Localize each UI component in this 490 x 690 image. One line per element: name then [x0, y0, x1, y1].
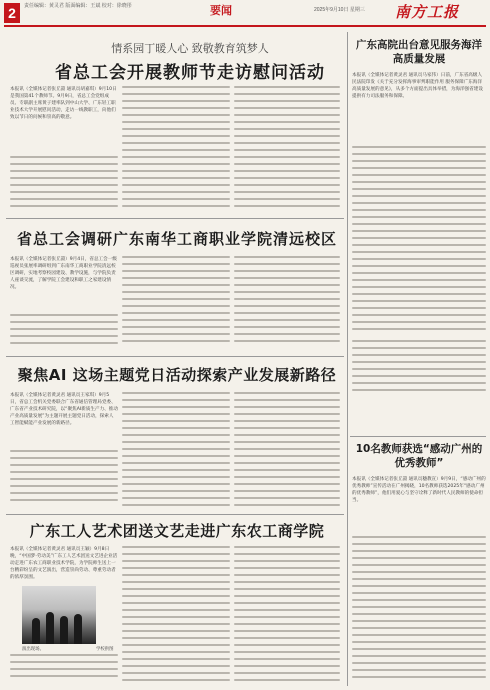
- culture-body-text: [122, 546, 230, 684]
- ai-body-text: [122, 392, 230, 512]
- masthead-rule: [4, 25, 486, 27]
- photo-credit: 学校供图: [96, 646, 114, 651]
- teacher-kicker: 情系园丁暖人心 致敬教育筑梦人: [111, 42, 269, 55]
- performer-figure: [32, 618, 40, 644]
- sidebar2-body-text: [352, 536, 486, 684]
- culture-lead: 本报讯（全媒体记者黄灵君 通讯员王颖）9月8日晚，“中国梦·劳动美”广东工人艺术团送文艺进企业活动走进广东农工商职业技术学院，为学院师生送上一台精彩纷呈的文艺演出，营造崇尚劳动、尊重劳动者的浓厚氛围。: [10, 547, 118, 580]
- newspaper-logo: 南方工报: [395, 3, 460, 21]
- performance-photo: [22, 586, 96, 644]
- divider: [6, 356, 344, 357]
- ai-headline: 聚焦AI 这场主题党日活动探索产业发展新路径: [17, 366, 337, 384]
- column-divider: [347, 32, 348, 686]
- teacher-lead: 本报讯（全媒体记者张丘譞 通讯员胡嘉琪）9月10日是我国第41个教师节。9月9日，省总工会党组成员、专职副主席黄子建率队到中山大学、广东轻工职业技术大学开展慰问活动，走访一线教职工，向他们致以节日的问候和崇高的敬意。: [10, 87, 117, 120]
- polytechnic-headline: 省总工会调研广东南华工商职业学院清远校区: [16, 230, 337, 248]
- polytechnic-lead: 本报讯（全媒体记者张丘譞）9月4日，省总工会一级巡视员张展率调研组到广东南华工商职业学院清远校区调研，实地考察校园建设、教学设施，与学院负责人座谈交流，了解学院工会建设和职工之家建设情况。: [10, 257, 117, 290]
- performer-figure: [60, 616, 68, 644]
- sidebar2-headline: 10名教师获选“感动广州的优秀教师”: [355, 443, 483, 469]
- divider: [6, 218, 344, 219]
- sidebar1-body-text: [352, 146, 486, 336]
- polytechnic-body-text: [10, 314, 118, 352]
- polytechnic-body-text: [234, 256, 340, 352]
- teacher-headline: 省总工会开展教师节走访慰问活动: [55, 63, 325, 83]
- divider: [350, 436, 486, 437]
- sidebar1-headline: 广东高院出台意见服务海洋高质量发展: [356, 39, 482, 65]
- divider: [6, 514, 344, 515]
- sidebar1-body-text: [352, 340, 486, 400]
- editors-line: 责任编辑：黄灵君 版面编辑：王斌 校对：徐晓彤: [24, 3, 132, 9]
- ai-lead: 本报讯（全媒体记者黄灵君 通讯员王家琪）9月5日，省总工会机关党委联合广东省通信管理局党委、广东省产业技术研究院，以“聚焦AI新质生产力、推动产业高质量发展”为主题开展主题党日活动，探索人工智能赋能产业发展的新路径。: [10, 393, 118, 426]
- page-number: 2: [4, 3, 20, 23]
- teacher-body-text: [234, 86, 340, 214]
- sidebar1-lead: 本报讯（全媒体记者黄灵君 通讯员马家伟）日前，广东省高级人民法院印发《关于充分发挥海事审判职能作用 服务保障广东海洋高质量发展的意见》，从多个方面提出具体举措，为海洋强省建设提供有力司法服务和保障。: [352, 73, 483, 99]
- performer-figure: [74, 614, 82, 644]
- teacher-body-text: [122, 86, 230, 214]
- issue-date: 2025年9月10日 星期三: [314, 7, 365, 13]
- polytechnic-body-text: [122, 256, 230, 352]
- sidebar2-lead: 本报讯（全媒体记者张丘譞 通讯员穗教宣）9月9日，“感动广州的优秀教师”宣传活动在广州揭晓，10名教师获选2025年“感动广州的优秀教师”，他们用爱心与坚守诠释了新时代人民教师的使命担当。: [352, 477, 486, 503]
- ai-body-text: [234, 392, 340, 512]
- section-title: 要闻: [210, 4, 232, 17]
- teacher-body-text: [10, 156, 118, 214]
- ai-body-text: [10, 450, 118, 512]
- performer-figure: [46, 612, 54, 644]
- culture-headline: 广东工人艺术团送文艺走进广东农工商学院: [29, 522, 325, 540]
- photo-caption: 演出现场。: [22, 646, 44, 651]
- culture-body-text: [234, 546, 340, 684]
- culture-body-text: [10, 654, 118, 684]
